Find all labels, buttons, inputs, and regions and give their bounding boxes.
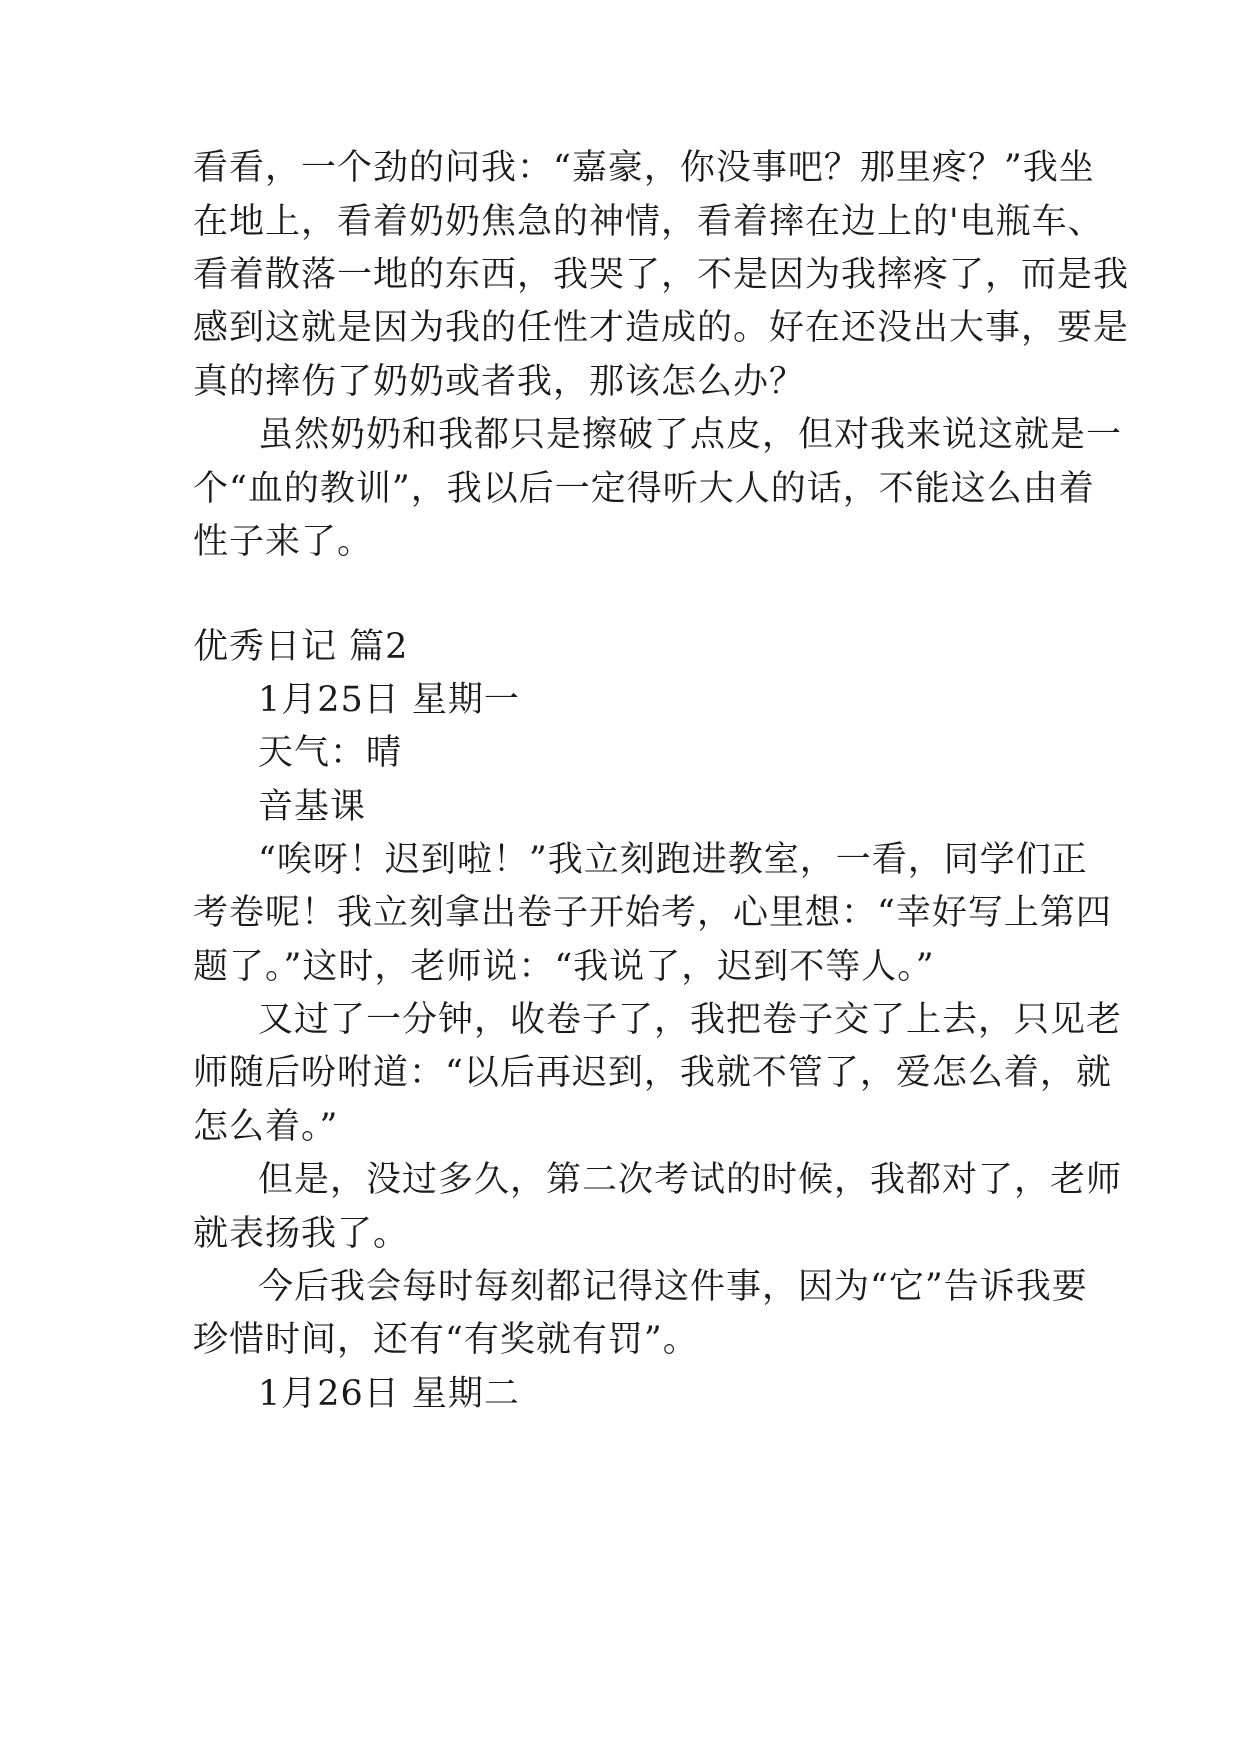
text-line: 考卷呢！我立刻拿出卷子开始考，心里想：“幸好写上第四 <box>193 893 1112 933</box>
text-line: 但是，没过多久，第二次考试的时候，我都对了，老师 <box>258 1160 1123 1200</box>
text-line: “唉呀！迟到啦！”我立刻跑进教室，一看，同学们正 <box>258 840 1088 880</box>
text-line: 看着散落一地的东西，我哭了，不是因为我摔疼了，而是我 <box>193 255 1130 295</box>
text-line: 个“血的教训”，我以后一定得听大人的话，不能这么由着 <box>193 469 1095 509</box>
entry-weather: 天气：晴 <box>258 733 403 773</box>
text-line: 感到这就是因为我的任性才造成的。好在还没出大事，要是 <box>193 308 1130 348</box>
text-line: 就表扬我了。 <box>193 1214 410 1254</box>
text-line: 题了。”这时，老师说：“我说了，迟到不等人。” <box>193 947 935 987</box>
text-line: 师随后吩咐道：“以后再迟到，我就不管了，爱怎么着，就 <box>193 1053 1112 1093</box>
text-line: 今后我会每时每刻都记得这件事，因为“它”告诉我要 <box>258 1267 1088 1307</box>
text-line: 又过了一分钟，收卷子了，我把卷子交了上去，只见老 <box>258 1000 1123 1040</box>
text-line: 真的摔伤了奶奶或者我，那该怎么办？ <box>193 362 806 402</box>
section-heading: 优秀日记 篇2 <box>193 627 409 667</box>
text-line: 看看，一个劲的问我：“嘉豪，你没事吧？那里疼？”我坐 <box>193 148 1095 188</box>
entry-title: 音基课 <box>258 787 367 827</box>
text-line: 在地上，看着奶奶焦急的神情，看着摔在边上的'电瓶车、 <box>193 202 1104 242</box>
entry-date: 1月26日 星期二 <box>258 1374 520 1414</box>
text-line: 珍惜时间，还有“有奖就有罚”。 <box>193 1320 699 1360</box>
entry-date: 1月25日 星期一 <box>258 680 520 720</box>
text-line: 虽然奶奶和我都只是擦破了点皮，但对我来说这就是一 <box>258 415 1123 455</box>
text-line: 性子来了。 <box>193 522 374 562</box>
text-line: 怎么着。” <box>193 1107 339 1147</box>
